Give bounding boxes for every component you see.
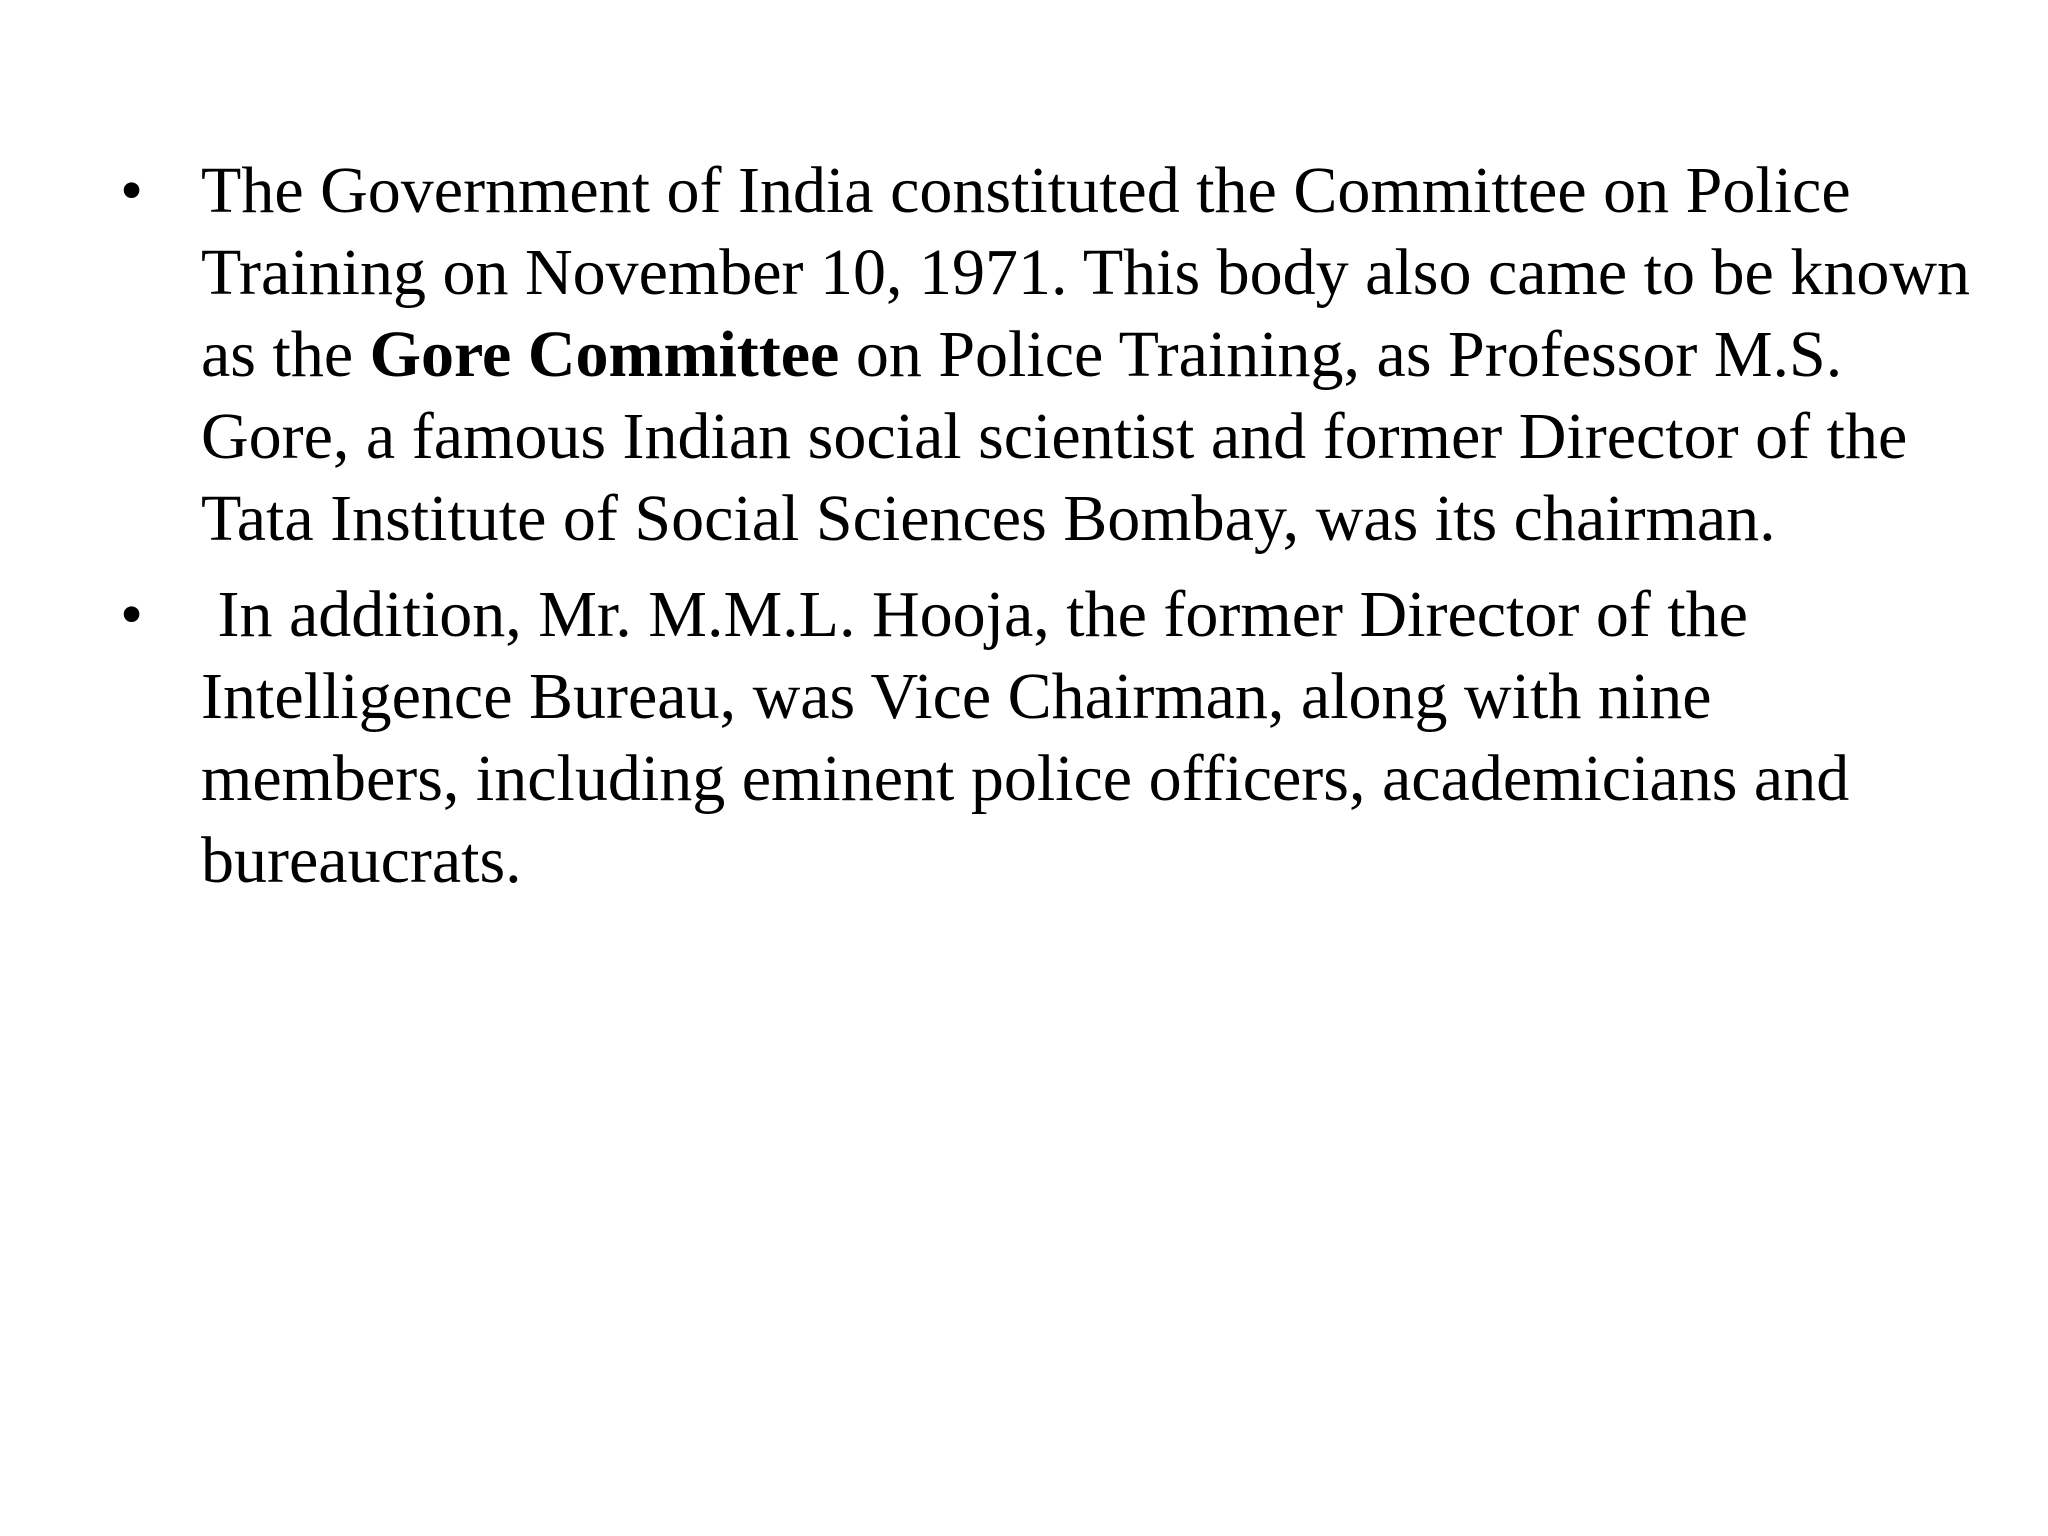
bullet-1-text: The Government of India constituted the Committee on Police Training on November 10, 1971. This body also came to be known as the — [201, 154, 1970, 391]
bullet-marker: • — [120, 578, 144, 651]
bullet-1-bold-text: Gore Committee — [369, 318, 840, 391]
bullet-item-1 — [120, 150, 1980, 560]
bullet-list — [120, 150, 1980, 902]
bullet-1-text-continued: on Police Training, as Professor M.S. Gore, a famous Indian social scientist and former Director of the Tata Institute of Social Sciences Bombay, was its chairman. — [201, 318, 1908, 555]
bullet-marker: • — [120, 154, 144, 227]
bullet-2-text: In addition, Mr. M.M.L. Hooja, the former Director of the Intelligence Bureau, was Vice Chairman, along with nine members, including eminent police officers, academicians and bureaucrats. — [201, 578, 1866, 897]
bullet-item-2 — [120, 574, 1980, 902]
